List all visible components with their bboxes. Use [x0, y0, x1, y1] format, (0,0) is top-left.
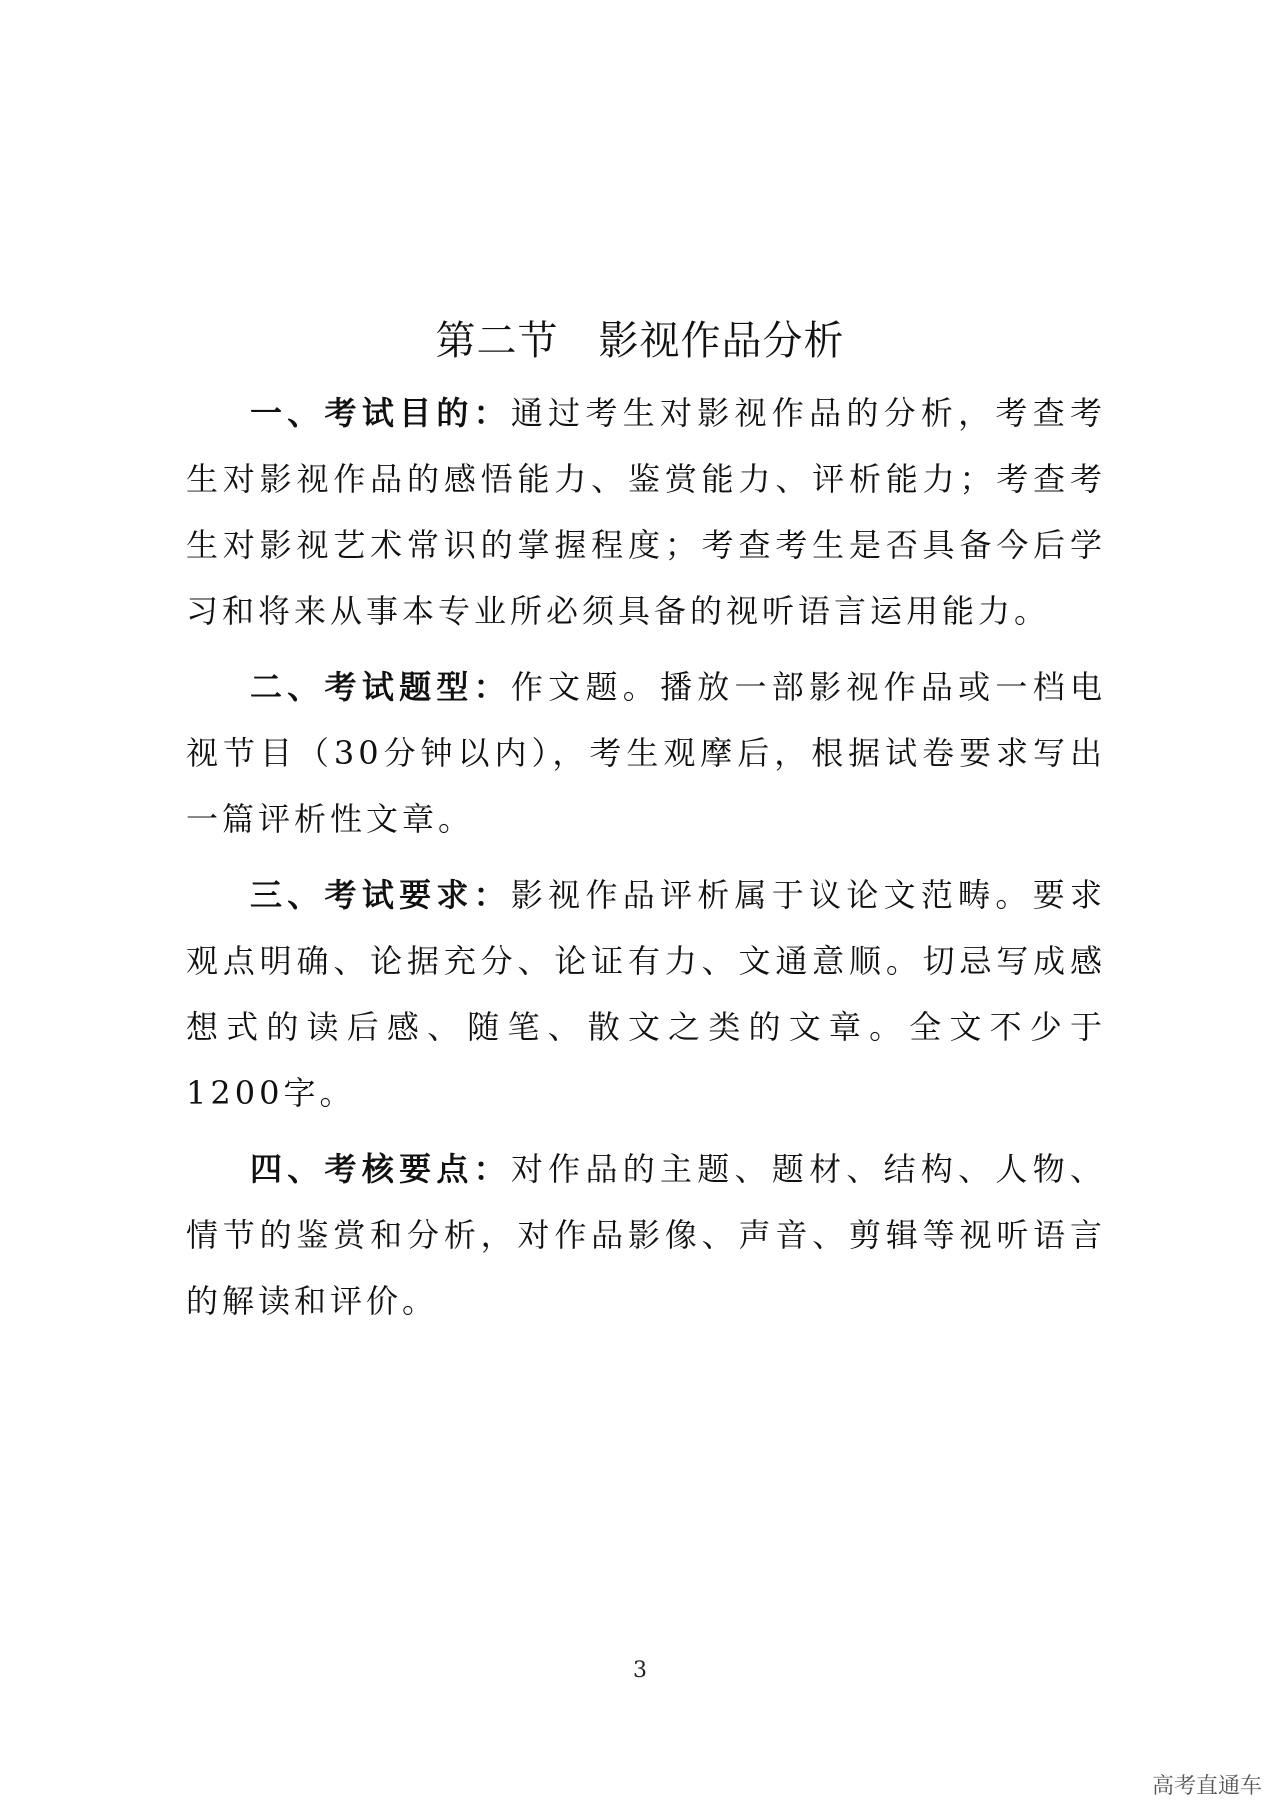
paragraph-text: 对作品的主题、题材、结构、人物、情节的鉴赏和分析，对作品影像、声音、剪辑等视听语言的解读和评价。	[186, 1150, 1106, 1320]
paragraph-heading: 一、考试目的：	[250, 394, 511, 432]
paragraph-heading: 三、考试要求：	[250, 876, 511, 914]
watermark-label: 高考直通车	[1144, 1765, 1270, 1804]
paragraph-text: 通过考生对影视作品的分析，考查考生对影视作品的感悟能力、鉴赏能力、评析能力；考查考生对影视艺术常识的掌握程度；考查考生是否具备今后学习和将来从事本专业所必须具备的视听语言运用能力。	[186, 394, 1106, 630]
document-body	[186, 380, 1106, 1334]
paragraph-exam-requirements	[186, 862, 1106, 1126]
paragraph-text: 作文题。播放一部影视作品或一档电视节目（30分钟以内），考生观摩后，根据试卷要求写出一篇评析性文章。	[186, 668, 1106, 838]
paragraph-assessment-points	[186, 1136, 1106, 1334]
paragraph-exam-type	[186, 654, 1106, 852]
paragraph-exam-purpose	[186, 380, 1106, 644]
paragraph-heading: 二、考试题型：	[250, 668, 511, 706]
page-number: 3	[633, 1658, 647, 1683]
paragraph-text: 影视作品评析属于议论文范畴。要求观点明确、论据充分、论证有力、文通意顺。切忌写成感想式的读后感、随笔、散文之类的文章。全文不少于1200字。	[186, 876, 1106, 1112]
section-title-text: 影视作品分析	[598, 317, 845, 364]
section-title	[0, 309, 1280, 366]
paragraph-heading: 四、考核要点：	[250, 1150, 511, 1188]
section-title-number: 第二节	[435, 317, 559, 364]
